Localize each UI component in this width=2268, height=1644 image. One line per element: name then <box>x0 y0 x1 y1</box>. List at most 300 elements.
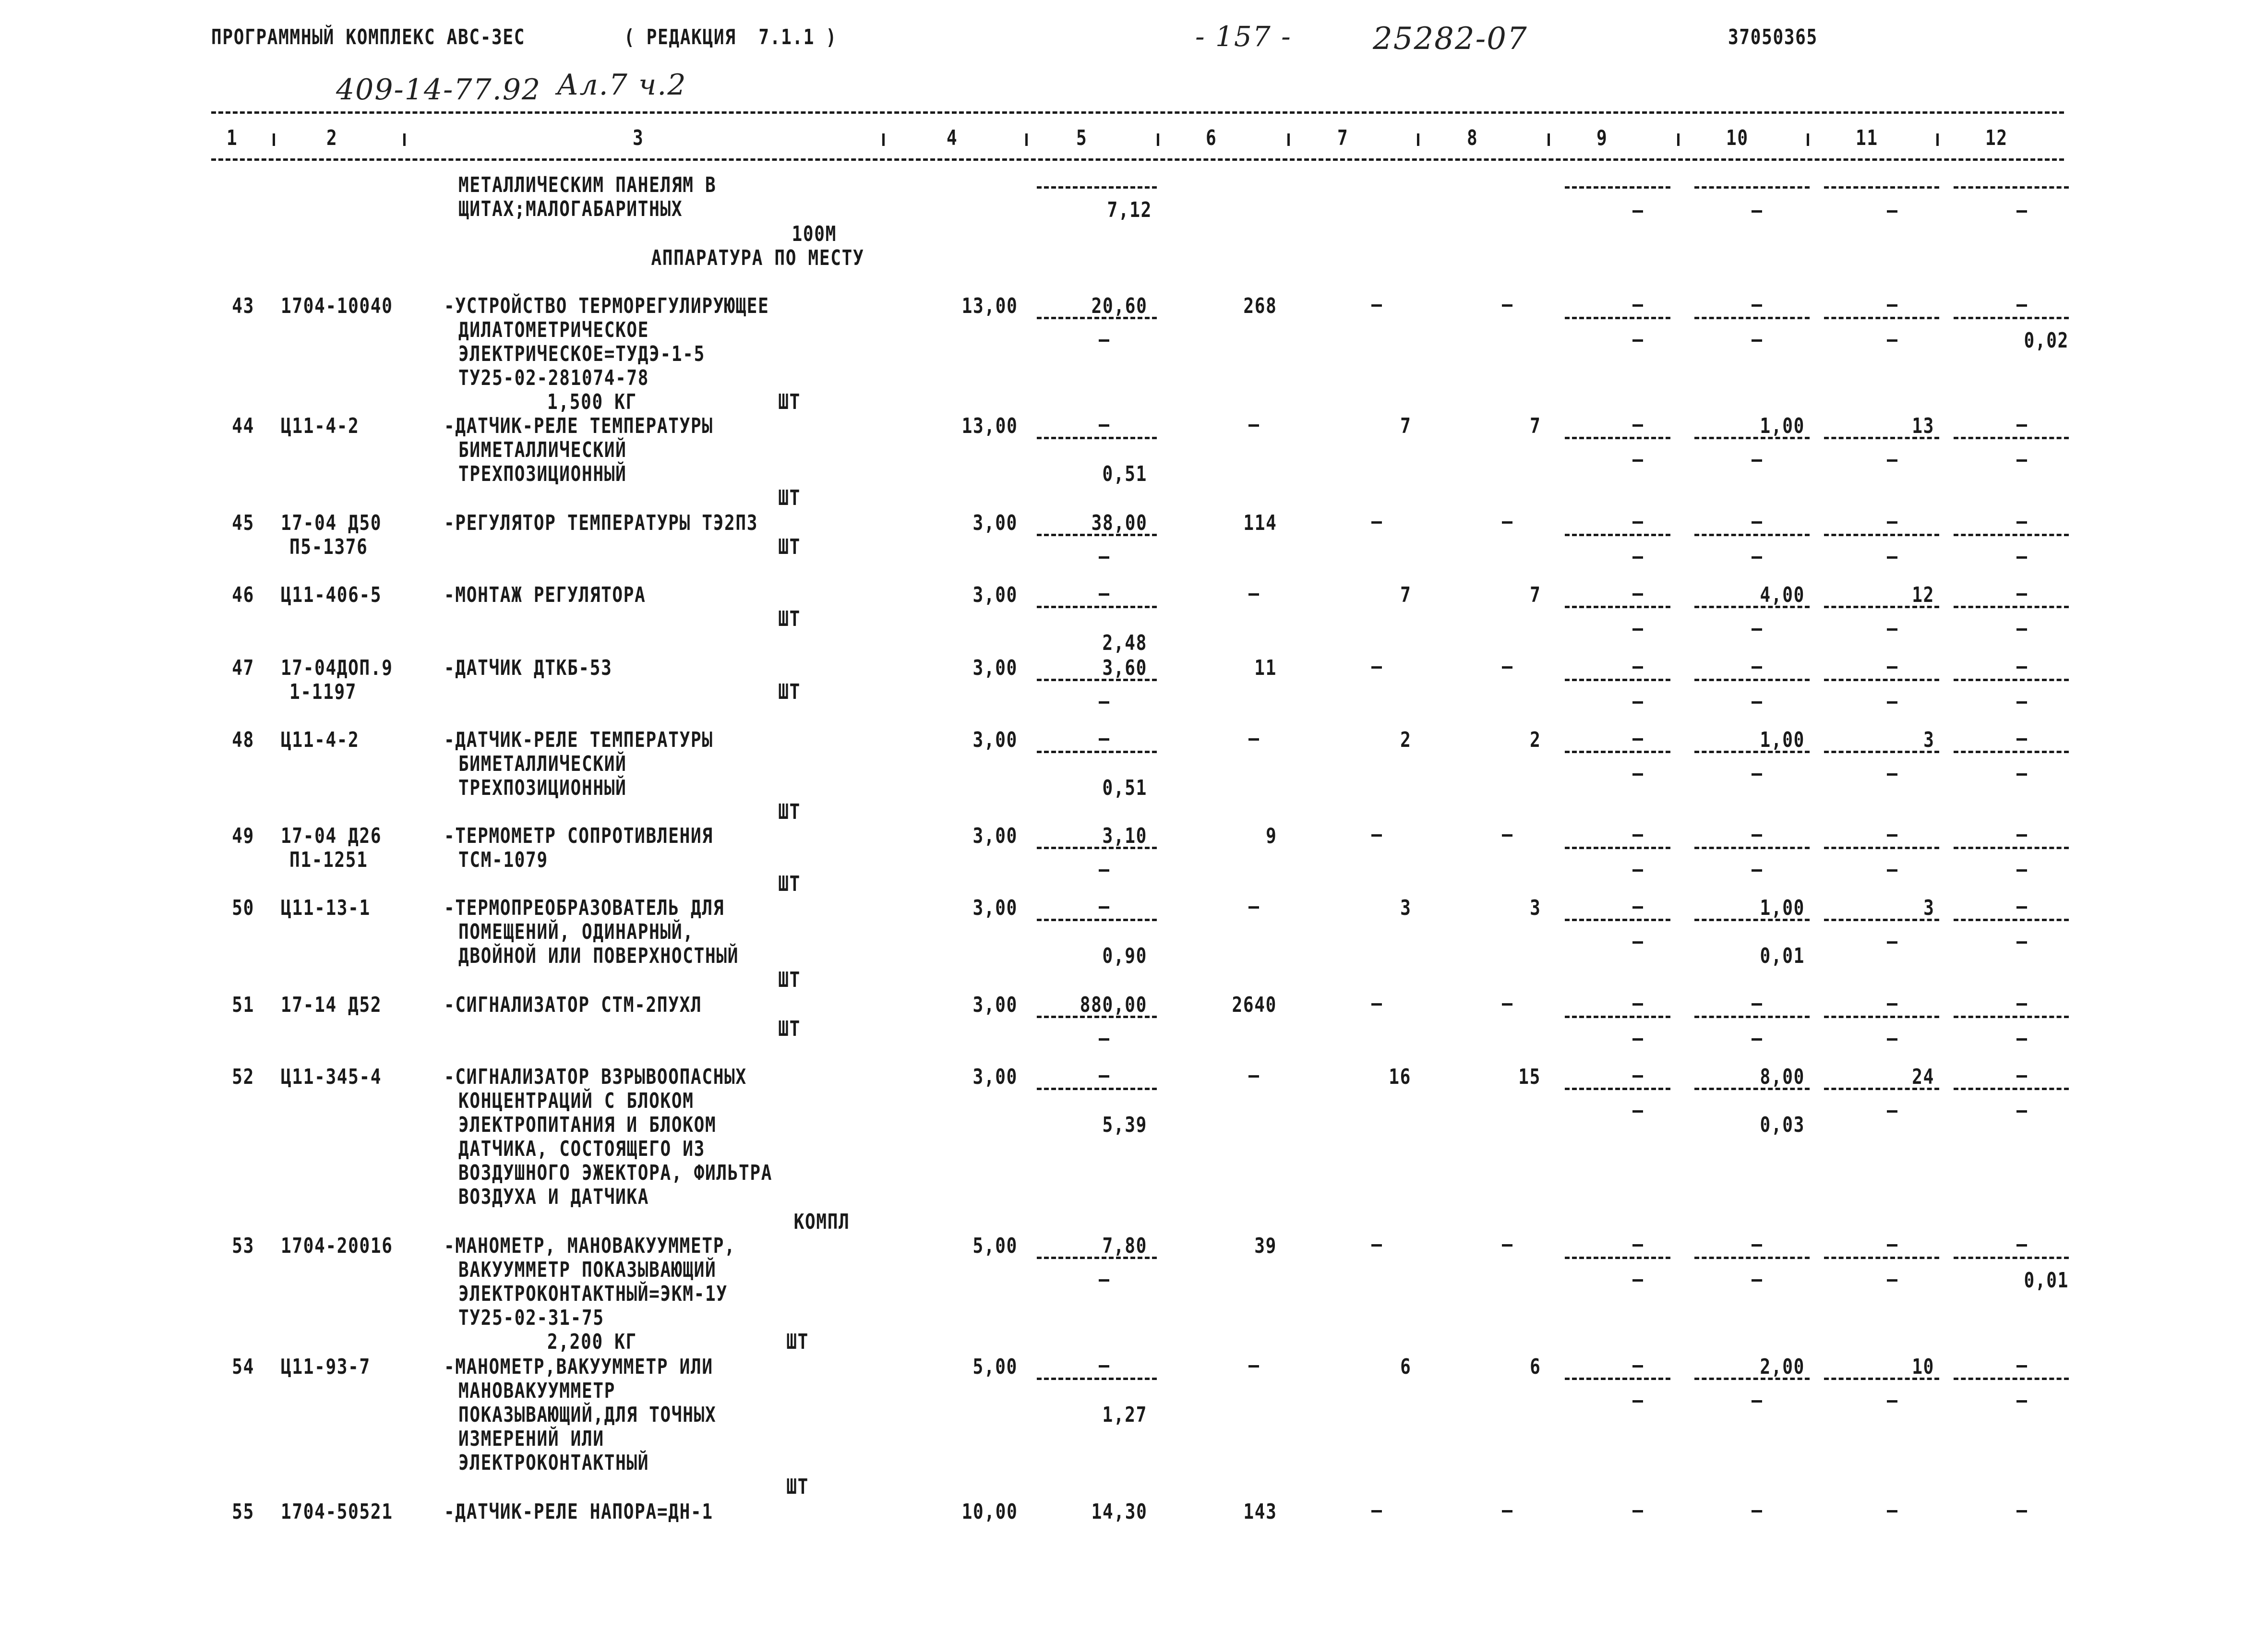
empty-value-dash <box>1371 1510 1382 1512</box>
dashed-rule <box>1694 186 1810 189</box>
description-line: КОНЦЕНТРАЦИЙ С БЛОКОМ <box>458 1089 694 1113</box>
row-code: 17-04ДОП.9 <box>281 656 393 680</box>
empty-value-dash <box>1371 666 1382 669</box>
empty-value-dash <box>1632 869 1643 872</box>
empty-value-dash <box>2016 1365 2027 1368</box>
row-number: 53 <box>232 1234 254 1258</box>
col-header-8: 8 <box>1467 126 1478 150</box>
dashed-rule <box>1954 919 2069 921</box>
empty-value-dash <box>1099 339 1109 342</box>
quantity-value: 13,00 <box>961 414 1018 438</box>
unit-label: ШТ <box>778 535 801 559</box>
weight-line: 1,500 КГ <box>547 390 637 414</box>
row-number: 55 <box>232 1500 254 1524</box>
row-code: П1-1251 <box>289 848 368 872</box>
empty-value-dash <box>1752 834 1762 837</box>
row-number: 52 <box>232 1065 254 1089</box>
empty-value-dash <box>1248 906 1259 909</box>
sum-value: 143 <box>1243 1500 1277 1524</box>
empty-value-dash <box>1632 834 1643 837</box>
empty-value-dash <box>1371 521 1382 524</box>
empty-value-dash <box>1887 628 1897 631</box>
price-value: 0,90 <box>1102 944 1147 968</box>
dashed-rule <box>1824 679 1939 681</box>
row-code: 1-1197 <box>289 680 357 704</box>
quantity-value: 3,00 <box>972 728 1018 752</box>
dashed-rule <box>1565 534 1670 536</box>
empty-value-dash <box>1887 304 1897 307</box>
unit-label: ШТ <box>778 607 801 631</box>
price-value: 14,30 <box>1091 1500 1147 1524</box>
col7-value: 3 <box>1400 896 1411 920</box>
col10-value: 1,00 <box>1760 414 1805 438</box>
empty-value-dash <box>1752 1038 1762 1041</box>
dashed-rule <box>1694 1016 1810 1018</box>
empty-value-dash <box>1632 1003 1643 1006</box>
sum-value: 2640 <box>1232 993 1277 1017</box>
empty-value-dash <box>1502 1003 1512 1006</box>
empty-value-dash <box>1752 304 1762 307</box>
col-header-1: 1 <box>227 126 238 150</box>
sum-value: 11 <box>1254 656 1277 680</box>
empty-value-dash <box>1752 210 1762 213</box>
dashed-rule <box>1565 317 1670 319</box>
row-number: 47 <box>232 656 254 680</box>
empty-value-dash <box>1887 556 1897 559</box>
col11-value: 12 <box>1912 583 1934 607</box>
dashed-rule <box>1565 606 1670 608</box>
dashed-rule <box>1565 751 1670 753</box>
dashed-rule <box>1694 1088 1810 1090</box>
price-value: 20,60 <box>1091 294 1147 318</box>
dashed-rule <box>1694 606 1810 608</box>
col8-value: 6 <box>1529 1355 1541 1379</box>
quantity-value: 3,00 <box>972 1065 1018 1089</box>
col11-value: 3 <box>1923 728 1934 752</box>
row-number: 50 <box>232 896 254 920</box>
empty-value-dash <box>1632 593 1643 596</box>
empty-value-dash <box>1887 941 1897 944</box>
dashed-rule <box>1954 847 2069 849</box>
empty-value-dash <box>2016 1510 2027 1512</box>
col-header-9: 9 <box>1596 126 1608 150</box>
description-line: ИЗМЕРЕНИЙ ИЛИ <box>458 1427 604 1451</box>
dashed-rule <box>1565 679 1670 681</box>
col8-value: 15 <box>1518 1065 1541 1089</box>
description-line: -ТЕРМОМЕТР СОПРОТИВЛЕНИЯ <box>444 824 713 848</box>
empty-value-dash <box>1632 1075 1643 1078</box>
description-line: ПОКАЗЫВАЮЩИЙ,ДЛЯ ТОЧНЫХ <box>458 1403 717 1427</box>
sum-value: 39 <box>1254 1234 1277 1258</box>
unit-label: ШТ <box>778 872 801 896</box>
sum-value: 114 <box>1243 511 1277 535</box>
quantity-value: 3,00 <box>972 511 1018 535</box>
empty-value-dash <box>2016 556 2027 559</box>
dashed-rule <box>1037 606 1157 608</box>
empty-value-dash <box>1887 1510 1897 1512</box>
empty-value-dash <box>1887 1244 1897 1247</box>
description-line: -ДАТЧИК ДТКБ-53 <box>444 656 612 680</box>
description-line: ЭЛЕКТРОПИТАНИЯ И БЛОКОМ <box>458 1113 717 1137</box>
dashed-rule <box>1037 1378 1157 1380</box>
dashed-rule <box>1824 751 1939 753</box>
dashed-rule <box>1824 186 1939 189</box>
description-line: -СИГНАЛИЗАТОР СТМ-2ПУХЛ <box>444 993 702 1017</box>
empty-value-dash <box>1632 521 1643 524</box>
row-code: 17-14 Д52 <box>281 993 382 1017</box>
row-number: 49 <box>232 824 254 848</box>
unit-label: ШТ <box>778 800 801 824</box>
dashed-rule <box>1824 317 1939 319</box>
unit-label: КОМПЛ <box>793 1210 850 1234</box>
empty-value-dash <box>1632 666 1643 669</box>
dashed-rule <box>1565 437 1670 439</box>
col-header-10: 10 <box>1726 126 1749 150</box>
dashed-rule <box>1954 1016 2069 1018</box>
quantity-value: 13,00 <box>961 294 1018 318</box>
price-value: 3,60 <box>1102 656 1147 680</box>
unit-label: ШТ <box>778 486 801 510</box>
col-header-4: 4 <box>947 126 958 150</box>
row-code: Ц11-4-2 <box>281 728 360 752</box>
description-line: ЭЛЕКТРОКОНТАКТНЫЙ <box>458 1451 649 1475</box>
dashed-rule <box>1824 534 1939 536</box>
empty-value-dash <box>1752 869 1762 872</box>
dashed-rule <box>1824 1257 1939 1259</box>
unit-label: ШТ <box>778 968 801 992</box>
empty-value-dash <box>1887 869 1897 872</box>
unit-label: ШТ <box>778 680 801 704</box>
empty-value-dash <box>1099 906 1109 909</box>
empty-value-dash <box>1752 1003 1762 1006</box>
program-title: ПРОГРАММНЫЙ КОМПЛЕКС АВС-3ЕС <box>211 25 526 49</box>
empty-value-dash <box>2016 834 2027 837</box>
description-line: ДВОЙНОЙ ИЛИ ПОВЕРХНОСТНЫЙ <box>458 944 739 968</box>
description-line: ТУ25-02-281074-78 <box>458 366 649 390</box>
row-number: 43 <box>232 294 254 318</box>
dashed-rule <box>1824 1378 1939 1380</box>
dashed-rule <box>1824 606 1939 608</box>
quantity-value: 3,00 <box>972 993 1018 1017</box>
dashed-rule <box>1954 317 2069 319</box>
col-header-11: 11 <box>1856 126 1878 150</box>
document-number: 25282-07 <box>1373 21 1528 57</box>
empty-value-dash <box>1099 1365 1109 1368</box>
empty-value-dash <box>2016 210 2027 213</box>
col11-value: 3 <box>1923 896 1934 920</box>
description-line: -ТЕРМОПРЕОБРАЗОВАТЕЛЬ ДЛЯ <box>444 896 725 920</box>
empty-value-dash <box>1248 593 1259 596</box>
empty-value-dash <box>1371 304 1382 307</box>
empty-value-dash <box>1632 628 1643 631</box>
empty-value-dash <box>1752 628 1762 631</box>
col10-value: 0,01 <box>1760 944 1805 968</box>
col10-value: 2,00 <box>1760 1355 1805 1379</box>
price-value: 7,80 <box>1102 1234 1147 1258</box>
empty-value-dash <box>1632 1110 1643 1113</box>
row-code: 17-04 Д50 <box>281 511 382 535</box>
description-line: -МАНОМЕТР,ВАКУУММЕТР ИЛИ <box>444 1355 713 1379</box>
col-header-2: 2 <box>326 126 338 150</box>
unit-label: ШТ <box>786 1475 809 1499</box>
col7-value: 2 <box>1400 728 1411 752</box>
row-code: 17-04 Д26 <box>281 824 382 848</box>
empty-value-dash <box>1099 424 1109 427</box>
empty-value-dash <box>1248 1365 1259 1368</box>
empty-value-dash <box>1502 666 1512 669</box>
row-number: 45 <box>232 511 254 535</box>
empty-value-dash <box>1752 1279 1762 1282</box>
row-code: Ц11-345-4 <box>281 1065 382 1089</box>
empty-value-dash <box>1632 1038 1643 1041</box>
col11-value: 24 <box>1912 1065 1934 1089</box>
empty-value-dash <box>1632 701 1643 704</box>
dashed-rule <box>1565 919 1670 921</box>
section-title: АППАРАТУРА ПО МЕСТУ <box>651 246 864 270</box>
col10-value: 8,00 <box>1760 1065 1805 1089</box>
empty-value-dash <box>2016 1110 2027 1113</box>
description-line: ВАКУУММЕТР ПОКАЗЫВАЮЩИЙ <box>458 1258 717 1282</box>
dashed-rule <box>1954 437 2069 439</box>
empty-value-dash <box>1752 1244 1762 1247</box>
dashed-rule <box>1694 534 1810 536</box>
empty-value-dash <box>2016 773 2027 776</box>
description-line: -ДАТЧИК-РЕЛЕ НАПОРА=ДН-1 <box>444 1500 713 1524</box>
col8-value: 2 <box>1529 728 1541 752</box>
empty-value-dash <box>1632 1510 1643 1512</box>
empty-value-dash <box>1371 834 1382 837</box>
unit-line: 100М <box>792 222 837 246</box>
sum-value: 268 <box>1243 294 1277 318</box>
description-line: -СИГНАЛИЗАТОР ВЗРЫВООПАСНЫХ <box>444 1065 747 1089</box>
col7-value: 7 <box>1400 583 1411 607</box>
row-code: Ц11-13-1 <box>281 896 371 920</box>
price-value: 38,00 <box>1091 511 1147 535</box>
empty-value-dash <box>2016 628 2027 631</box>
album-label: Ал.7 ч.2 <box>557 68 687 102</box>
description-line: БИМЕТАЛЛИЧЕСКИЙ <box>458 752 627 776</box>
description-line: ДАТЧИКА, СОСТОЯЩЕГО ИЗ <box>458 1137 705 1161</box>
empty-value-dash <box>1371 1003 1382 1006</box>
empty-value-dash <box>1887 1003 1897 1006</box>
empty-value-dash <box>1887 1038 1897 1041</box>
dashed-rule <box>1694 751 1810 753</box>
header-rule-bottom <box>211 158 2064 161</box>
quantity-value: 3,00 <box>972 656 1018 680</box>
empty-value-dash <box>1632 556 1643 559</box>
dashed-rule <box>1824 1016 1939 1018</box>
row-number: 44 <box>232 414 254 438</box>
empty-value-dash <box>1752 1510 1762 1512</box>
description-line: ЩИТАХ;МАЛОГАБАРИТНЫХ <box>458 197 683 221</box>
dashed-rule <box>1954 534 2069 536</box>
empty-value-dash <box>2016 424 2027 427</box>
col12-value: 0,01 <box>2024 1268 2069 1293</box>
col-header-6: 6 <box>1206 126 1217 150</box>
description-line: ЭЛЕКТРИЧЕСКОЕ=ТУДЭ-1-5 <box>458 342 705 366</box>
empty-value-dash <box>2016 666 2027 669</box>
dashed-rule <box>1824 847 1939 849</box>
description-line: ТУ25-02-31-75 <box>458 1306 604 1330</box>
page-number: - 157 - <box>1195 20 1292 53</box>
header-rule-top <box>211 111 2064 114</box>
dashed-rule <box>1954 751 2069 753</box>
empty-value-dash <box>1632 339 1643 342</box>
empty-value-dash <box>1632 738 1643 741</box>
empty-value-dash <box>2016 1038 2027 1041</box>
dashed-rule <box>1694 437 1810 439</box>
empty-value-dash <box>1099 869 1109 872</box>
empty-value-dash <box>1099 593 1109 596</box>
empty-value-dash <box>1752 701 1762 704</box>
empty-value-dash <box>2016 521 2027 524</box>
col7-value: 6 <box>1400 1355 1411 1379</box>
empty-value-dash <box>1887 459 1897 462</box>
empty-value-dash <box>1632 304 1643 307</box>
row-code: Ц11-406-5 <box>281 583 382 607</box>
quantity-value: 3,00 <box>972 824 1018 848</box>
description-line: -УСТРОЙСТВО ТЕРМОРЕГУЛИРУЮЩЕЕ <box>444 294 769 318</box>
dashed-rule <box>1694 1378 1810 1380</box>
description-line: ТРЕХПОЗИЦИОННЫЙ <box>458 462 627 486</box>
empty-value-dash <box>1887 1279 1897 1282</box>
empty-value-dash <box>2016 869 2027 872</box>
quantity-value: 3,00 <box>972 896 1018 920</box>
dashed-rule <box>1565 186 1670 189</box>
col8-value: 3 <box>1529 896 1541 920</box>
empty-value-dash <box>1887 339 1897 342</box>
empty-value-dash <box>1887 521 1897 524</box>
col7-value: 7 <box>1400 414 1411 438</box>
empty-value-dash <box>1632 210 1643 213</box>
col-header-5: 5 <box>1076 126 1088 150</box>
empty-value-dash <box>1887 1110 1897 1113</box>
price-value: 0,51 <box>1102 462 1147 486</box>
price-value: 2,48 <box>1102 631 1147 655</box>
empty-value-dash <box>1099 701 1109 704</box>
edition-label: ( РЕДАКЦИЯ 7.1.1 ) <box>624 25 837 49</box>
empty-value-dash <box>1099 1038 1109 1041</box>
price-value: 880,00 <box>1080 993 1147 1017</box>
row-number: 46 <box>232 583 254 607</box>
empty-value-dash <box>2016 593 2027 596</box>
empty-value-dash <box>1099 1279 1109 1282</box>
price-value: 3,10 <box>1102 824 1147 848</box>
empty-value-dash <box>2016 1003 2027 1006</box>
description-line: -МОНТАЖ РЕГУЛЯТОРА <box>444 583 646 607</box>
col7-value: 16 <box>1389 1065 1411 1089</box>
empty-value-dash <box>1632 459 1643 462</box>
quantity-value: 5,00 <box>972 1355 1018 1379</box>
description-line: ДИЛАТОМЕТРИЧЕСКОЕ <box>458 318 649 342</box>
empty-value-dash <box>1632 1279 1643 1282</box>
row-code: Ц11-93-7 <box>281 1355 371 1379</box>
empty-value-dash <box>1632 1244 1643 1247</box>
description-line: -МАНОМЕТР, МАНОВАКУУММЕТР, <box>444 1234 736 1258</box>
empty-value-dash <box>2016 1244 2027 1247</box>
project-number: 409-14-77.92 <box>336 73 541 107</box>
empty-value-dash <box>1248 424 1259 427</box>
weight-line: 2,200 КГ <box>547 1330 637 1354</box>
unit-label: ШТ <box>786 1330 809 1354</box>
dashed-rule <box>1565 1016 1670 1018</box>
empty-value-dash <box>1632 1365 1643 1368</box>
empty-value-dash <box>1632 906 1643 909</box>
dashed-rule <box>1954 679 2069 681</box>
row-code: 1704-50521 <box>281 1500 393 1524</box>
description-line: БИМЕТАЛЛИЧЕСКИЙ <box>458 438 627 462</box>
empty-value-dash <box>1752 339 1762 342</box>
empty-value-dash <box>1887 210 1897 213</box>
empty-value-dash <box>1752 773 1762 776</box>
empty-value-dash <box>1248 738 1259 741</box>
sum-value: 9 <box>1265 824 1277 848</box>
empty-value-dash <box>1752 521 1762 524</box>
dashed-rule <box>1694 919 1810 921</box>
row-code: 1704-20016 <box>281 1234 393 1258</box>
empty-value-dash <box>1099 738 1109 741</box>
row-number: 48 <box>232 728 254 752</box>
dashed-rule <box>1565 847 1670 849</box>
empty-value-dash <box>1887 666 1897 669</box>
empty-value-dash <box>1887 1400 1897 1403</box>
col-header-12: 12 <box>1985 126 2008 150</box>
dashed-rule <box>1565 1378 1670 1380</box>
empty-value-dash <box>2016 941 2027 944</box>
col10-value: 4,00 <box>1760 583 1805 607</box>
dashed-rule <box>1037 186 1157 189</box>
row-number: 54 <box>232 1355 254 1379</box>
empty-value-dash <box>1632 424 1643 427</box>
description-line: ВОЗДУШНОГО ЭЖЕКТОРА, ФИЛЬТРА <box>458 1161 773 1185</box>
quantity-value: 10,00 <box>961 1500 1018 1524</box>
description-line: -ДАТЧИК-РЕЛЕ ТЕМПЕРАТУРЫ <box>444 414 713 438</box>
col8-value: 7 <box>1529 583 1541 607</box>
empty-value-dash <box>1502 1244 1512 1247</box>
empty-value-dash <box>1887 773 1897 776</box>
col11-value: 10 <box>1912 1355 1934 1379</box>
empty-value-dash <box>1752 666 1762 669</box>
empty-value-dash <box>1752 1400 1762 1403</box>
empty-value-dash <box>2016 738 2027 741</box>
dashed-rule <box>1954 606 2069 608</box>
empty-value-dash <box>1099 1075 1109 1078</box>
description-line: ТРЕХПОЗИЦИОННЫЙ <box>458 776 627 800</box>
col-header-7: 7 <box>1337 126 1349 150</box>
quantity-value: 3,00 <box>972 583 1018 607</box>
price-value: 7,12 <box>1107 198 1152 222</box>
description-line: ЭЛЕКТРОКОНТАКТНЫЙ=ЭКМ-1У <box>458 1282 728 1306</box>
empty-value-dash <box>1502 834 1512 837</box>
dashed-rule <box>1565 1088 1670 1090</box>
empty-value-dash <box>2016 906 2027 909</box>
dashed-rule <box>1565 1257 1670 1259</box>
description-line: -РЕГУЛЯТОР ТЕМПЕРАТУРЫ ТЭ2П3 <box>444 511 758 535</box>
empty-value-dash <box>2016 304 2027 307</box>
empty-value-dash <box>2016 1400 2027 1403</box>
empty-value-dash <box>1887 701 1897 704</box>
col-header-3: 3 <box>633 126 644 150</box>
empty-value-dash <box>1099 556 1109 559</box>
dashed-rule <box>1954 1257 2069 1259</box>
dashed-rule <box>1037 919 1157 921</box>
empty-value-dash <box>1632 941 1643 944</box>
dashed-rule <box>1824 437 1939 439</box>
col10-value: 0,03 <box>1760 1113 1805 1137</box>
empty-value-dash <box>2016 701 2027 704</box>
dashed-rule <box>1694 679 1810 681</box>
dashed-rule <box>1037 751 1157 753</box>
